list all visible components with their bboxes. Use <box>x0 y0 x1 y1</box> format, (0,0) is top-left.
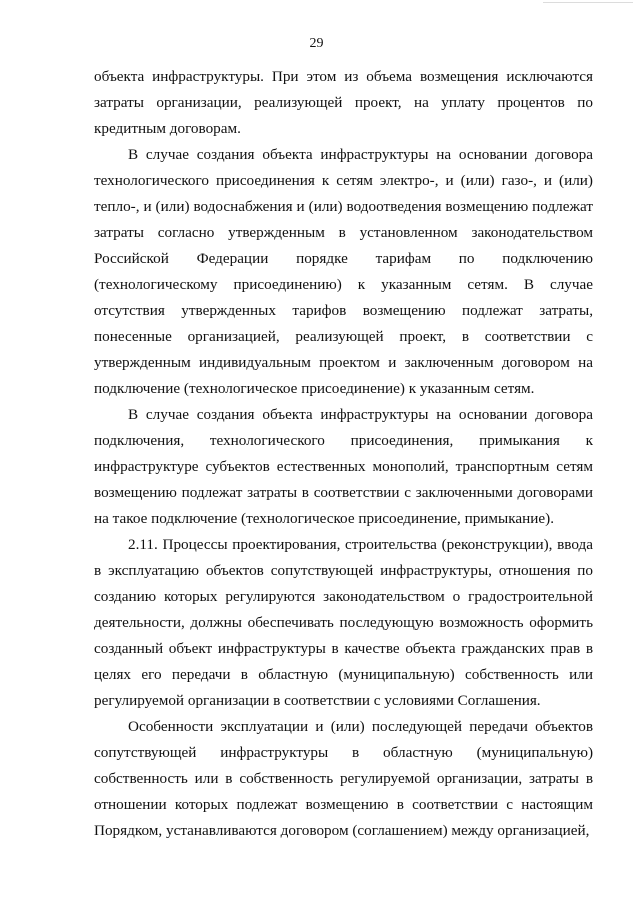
paragraph-1: объекта инфраструктуры. При этом из объема возмещения исключаются затраты организации, реализующей проект, на уплату процентов по кредитным договорам. <box>94 68 593 137</box>
scan-edge-line <box>543 2 633 3</box>
document-body <box>94 64 593 844</box>
paragraph-4: 2.11. Процессы проектирования, строительства (реконструкции), ввода в эксплуатацию объектов сопутствующей инфраструктуры, отношения по созданию которых регулируются законодательством о градостроительной деятельности, должны обеспечивать последующую возможность оформить созданный объект инфраструктуры в качестве объекта гражданских прав в целях его передачи в областную (муниципальную) собственность или регулируемой организации в соответствии с условиями Соглашения. <box>94 536 593 709</box>
paragraph-3: В случае создания объекта инфраструктуры на основании договора подключения, технологического присоединения, примыкания к инфраструктуре субъектов естественных монополий, транспортным сетям возмещению подлежат затраты в соответствии с заключенными договорами на такое подключение (технологическое присоединение, примыкание). <box>94 406 593 527</box>
paragraph-2: В случае создания объекта инфраструктуры на основании договора технологического присоединения к сетям электро-, и (или) газо-, и (или) тепло-, и (или) водоснабжения и (или) водоотведения возмещению подлежат затраты согласно утвержденным в установленном законодательством Российской Федерации порядке тарифам по подключению (технологическому присоединению) к указанным сетям. В случае отсутствия утвержденных тарифов возмещению подлежат затраты, понесенные организацией, реализующей проект, в соответствии с утвержденным индивидуальным проектом и заключенным договором на подключение (технологическое присоединение) к указанным сетям. <box>94 146 593 397</box>
paragraph-5: Особенности эксплуатации и (или) последующей передачи объектов сопутствующей инфраструктуры в областную (муниципальную) собственность или в собственность регулируемой организации, затраты в отношении которых подлежат возмещению в соответствии с настоящим Порядком, устанавливаются договором (соглашением) между организацией, <box>94 718 593 839</box>
page-number: 29 <box>309 36 324 51</box>
